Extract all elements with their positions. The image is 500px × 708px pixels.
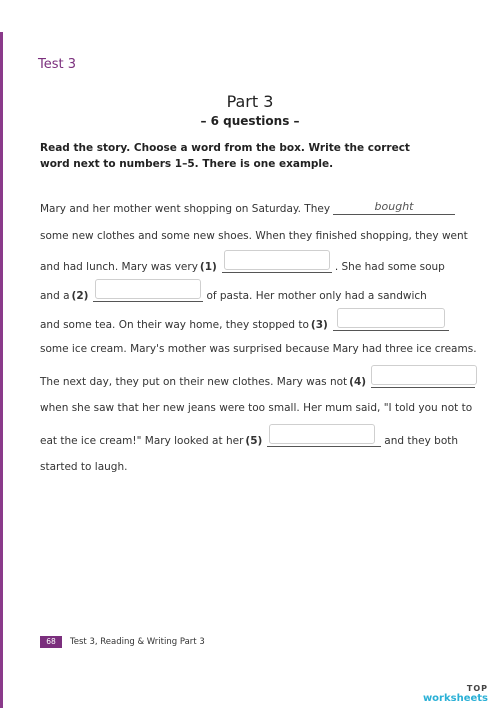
story-text: Mary and her mother went shopping on Saturday. They	[40, 203, 331, 215]
answer-blank-1[interactable]	[222, 258, 332, 273]
story-text: and had lunch. Mary was very	[40, 261, 198, 273]
story-line-9	[40, 432, 458, 447]
part-title: Part 3	[226, 92, 274, 111]
example-blank	[333, 200, 455, 215]
story-text: eat the ice cream!" Mary looked at her	[40, 435, 244, 447]
story-text: . She had some soup	[334, 261, 445, 273]
question-number-5: (5)	[245, 435, 263, 447]
answer-box-4[interactable]	[371, 365, 477, 385]
story-text: of pasta. Her mother only had a sandwich	[206, 290, 427, 302]
story-text: and they both	[384, 435, 459, 447]
part-subtitle: – 6 questions –	[200, 114, 300, 128]
answer-box-3[interactable]	[337, 308, 445, 328]
story-line-6	[40, 343, 477, 355]
answer-blank-4[interactable]	[371, 373, 475, 388]
footer-caption: Test 3, Reading & Writing Part 3	[70, 637, 205, 647]
answer-box-2[interactable]	[95, 279, 201, 299]
answer-blank-3[interactable]	[333, 316, 449, 331]
watermark-logo	[423, 684, 488, 704]
story-text: The next day, they put on their new clothes. Mary was not	[40, 376, 348, 388]
example-answer: bought	[374, 200, 414, 213]
question-number-3: (3)	[310, 319, 328, 331]
page-number-badge: 68	[40, 636, 62, 648]
story-line-10	[40, 461, 127, 473]
story-text: when she saw that her new jeans were too small. Her mum said, "I told you not to	[40, 402, 473, 414]
watermark-bottom: worksheets	[422, 693, 488, 704]
story-text: some new clothes and some new shoes. When they finished shopping, they went	[40, 230, 468, 242]
question-number-2: (2)	[71, 290, 89, 302]
story-line-2	[40, 230, 468, 242]
story-line-8	[40, 402, 472, 414]
story-line-3	[40, 258, 445, 273]
story-text: and a	[40, 290, 70, 302]
left-accent-bar	[0, 32, 3, 708]
answer-blank-5[interactable]	[267, 432, 381, 447]
watermark-top: TOP	[466, 684, 488, 693]
test-label: Test 3	[38, 57, 77, 72]
story-text: some ice cream. Mary's mother was surprised because Mary had three ice creams.	[40, 343, 477, 355]
story-text: and some tea. On their way home, they stopped to	[40, 319, 309, 331]
instructions: Read the story. Choose a word from the box. Write the correct word next to numbers 1–5. There is one example.	[40, 142, 410, 170]
answer-box-5[interactable]	[269, 424, 375, 444]
story-line-1	[40, 200, 458, 215]
story-line-5	[40, 316, 452, 331]
question-number-1: (1)	[199, 261, 217, 273]
story-text: started to laugh.	[40, 461, 128, 473]
answer-blank-2[interactable]	[93, 287, 203, 302]
answer-box-1[interactable]	[224, 250, 330, 270]
question-number-4: (4)	[349, 376, 367, 388]
story-line-7	[40, 373, 478, 388]
story-line-4	[40, 287, 427, 302]
